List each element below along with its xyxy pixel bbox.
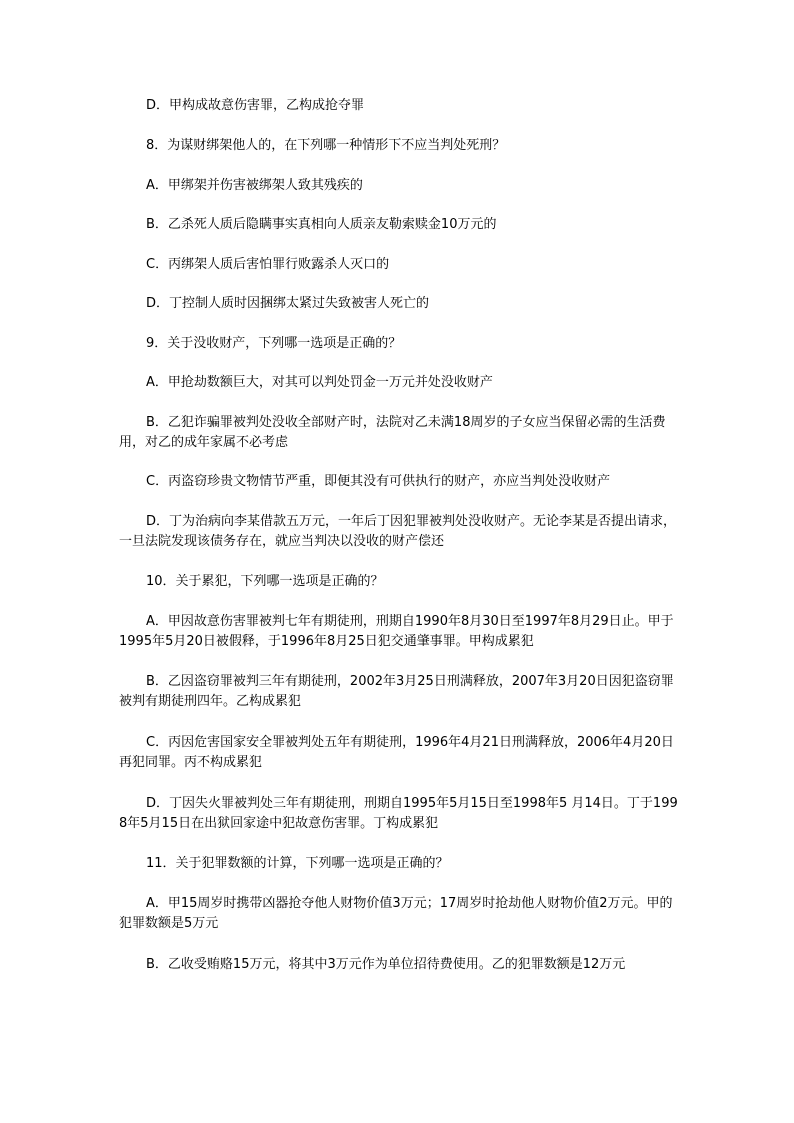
option-10d: D．丁因失火罪被判处三年有期徒刑，刑期自1995年5月15日至1998年5 月14日。丁于1998年5月15日在出狱回家途中犯故意伤害罪。丁构成累犯 [119,796,678,831]
option-10b: B．乙因盗窃罪被判三年有期徒刑，2002年3月25日刑满释放，2007年3月20日因犯盗窃罪被判有期徒刑四年。乙构成累犯 [119,674,674,709]
option-7d: D．甲构成故意伤害罪，乙构成抢夺罪 [146,98,365,113]
option-9d: D．丁为治病向李某借款五万元，一年后丁因犯罪被判处没收财产。无论李某是否提出请求，一旦法院发现该债务存在，就应当判决以没收的财产偿还 [119,514,677,549]
question-10: 10．关于累犯，下列哪一选项是正确的？ [146,574,384,589]
option-9b: B．乙犯诈骗罪被判处没收全部财产时，法院对乙未满18周岁的子女应当保留必需的生活费用，对乙的成年家属不必考虑 [119,415,666,450]
question-11: 11．关于犯罪数额的计算，下列哪一选项是正确的？ [146,856,449,871]
option-11a: A．甲15周岁时携带凶器抢夺他人财物价值3万元；17周岁时抢劫他人财物价值2万元。甲的犯罪数额是5万元 [119,896,673,931]
option-11b: B．乙收受贿赂15万元，将其中3万元作为单位招待费使用。乙的犯罪数额是12万元 [146,957,626,972]
question-8: 8．为谋财绑架他人的，在下列哪一种情形下不应当判处死刑？ [146,138,506,153]
option-8c: C．丙绑架人质后害怕罪行败露杀人灭口的 [146,257,390,272]
option-8d: D．丁控制人质时因捆绑太紧过失致被害人死亡的 [146,296,430,311]
option-10c: C．丙因危害国家安全罪被判处五年有期徒刑，1996年4月21日刑满释放，2006年4月20日再犯同罪。丙不构成累犯 [119,735,674,770]
option-9a: A．甲抢劫数额巨大，对其可以判处罚金一万元并处没收财产 [146,375,493,390]
option-9c: C．丙盗窃珍贵文物情节严重，即便其没有可供执行的财产，亦应当判处没收财产 [146,474,611,489]
question-9: 9．关于没收财产，下列哪一选项是正确的？ [146,336,402,351]
option-8a: A．甲绑架并伤害被绑架人致其残疾的 [146,178,363,193]
option-8b: B．乙杀死人质后隐瞒事实真相向人质亲友勒索赎金10万元的 [146,217,497,232]
option-10a: A．甲因故意伤害罪被判七年有期徒刑，刑期自1990年8月30日至1997年8月29日止。甲于1995年5月20日被假释，于1996年8月25日犯交通肇事罪。甲构成累犯 [119,614,674,649]
